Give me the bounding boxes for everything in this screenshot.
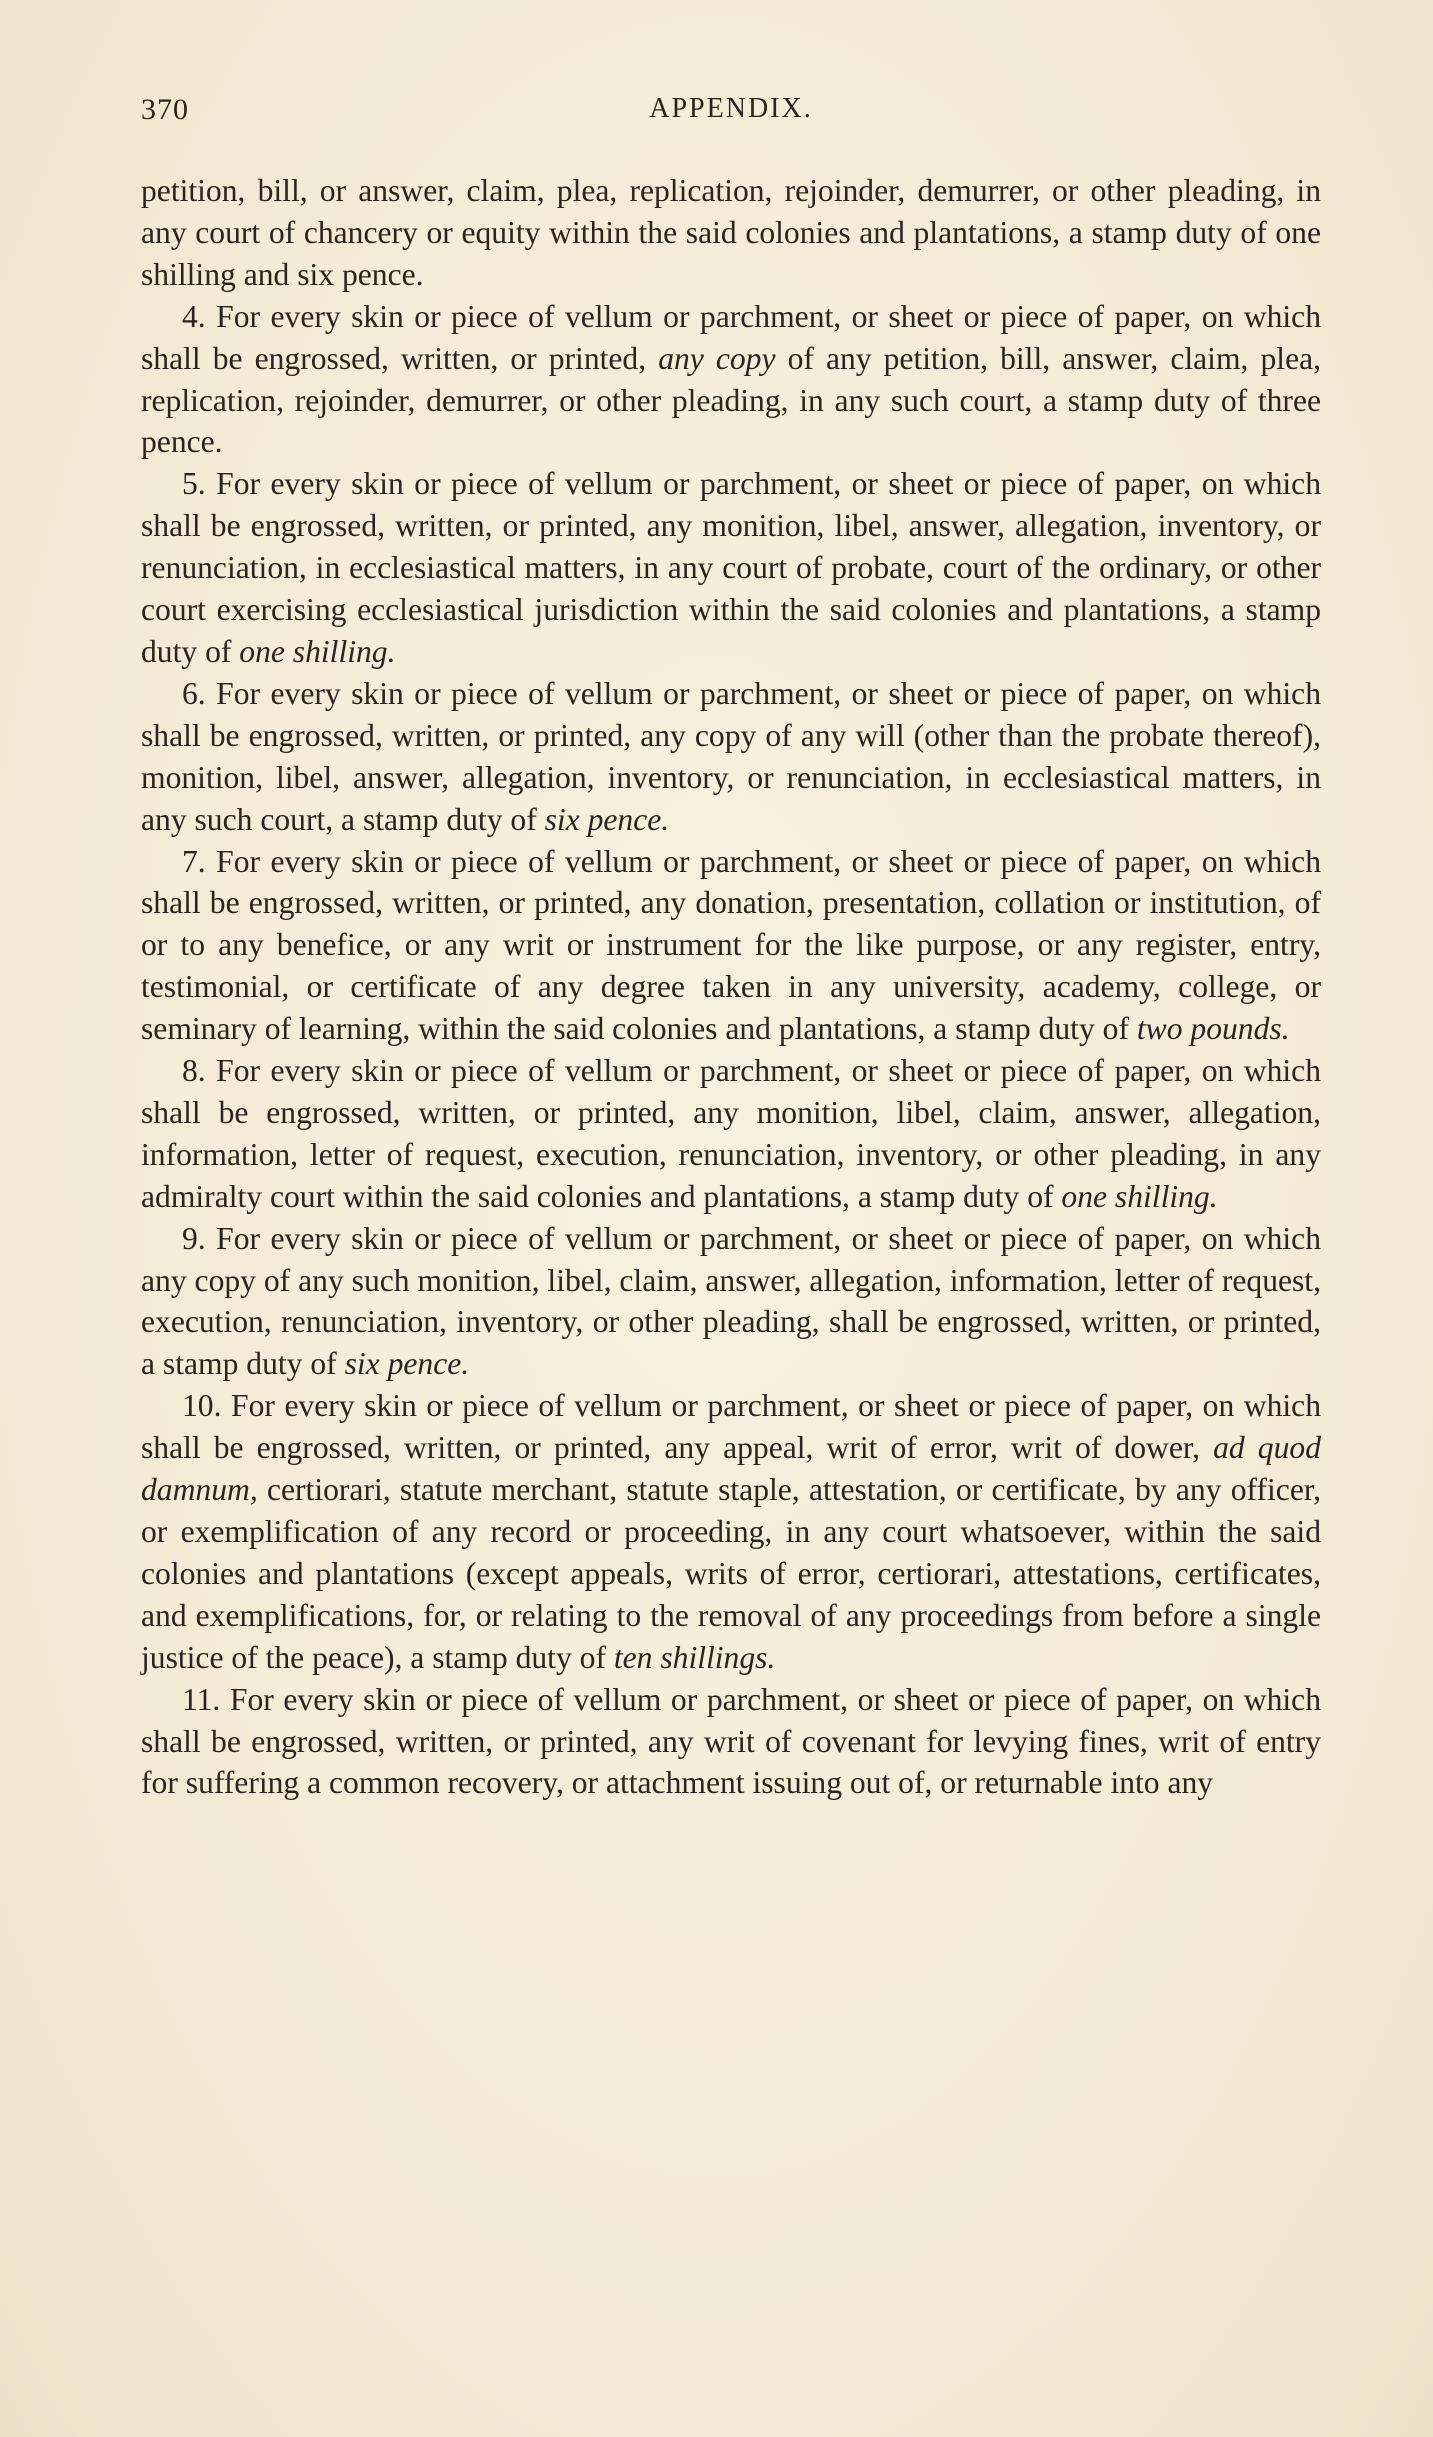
paragraph-text: 7. For every skin or piece of vellum or parchment, or sheet or piece of paper, on which shall be engrossed, written, or printed, any donation, presentation, collation or institution, of or to any benefice, or any writ or instrument for the like purpose, or any register, entry, testimonial, or certificate of any degree taken in any university, academy, college, or seminary of learning, within the said colonies and plantations, a stamp duty of — [141, 843, 1321, 1047]
paragraph-text: 9. For every skin or piece of vellum or parchment, or sheet or piece of paper, on which any copy of any such monition, libel, claim, answer, allegation, information, letter of request, execution, renunciation, inventory, or other pleading, shall be engrossed, written, or printed, a stamp duty of — [141, 1220, 1321, 1382]
paragraph-item-9 — [141, 1218, 1321, 1386]
running-head: APPENDIX. — [649, 93, 813, 124]
paragraph-text: 5. For every skin or piece of vellum or parchment, or sheet or piece of paper, on which shall be engrossed, written, or printed, any monition, libel, answer, allegation, inventory, or renunciation, in ecclesiastical matters, in any court of probate, court of the ordinary, or other court exercising ecclesiastical jurisdiction within the said colonies and plantations, a stamp duty of — [141, 466, 1321, 669]
page-header — [141, 93, 1321, 137]
italic-phrase: any copy — [658, 340, 776, 376]
page-number: 370 — [141, 93, 189, 126]
paragraph-continuation — [141, 170, 1321, 296]
paragraph-text: petition, bill, or answer, claim, plea, replication, rejoinder, demurrer, or other pleading, in any court of chancery or equity within the said colonies and plantations, a stamp duty of one shilling and six pence. — [141, 173, 1321, 292]
italic-phrase: one shilling. — [239, 633, 396, 669]
italic-phrase: two pounds. — [1136, 1011, 1290, 1047]
paragraph-text: 6. For every skin or piece of vellum or parchment, or sheet or piece of paper, on which shall be engrossed, written, or printed, any copy of any will (other than the probate thereof), monition, libel, answer, allegation, inventory, or renunciation, in ecclesiastical matters, in any such court, a stamp duty of — [141, 675, 1321, 837]
italic-phrase: one shilling. — [1061, 1178, 1218, 1214]
paragraph-item-5 — [141, 463, 1321, 673]
body-text — [141, 170, 1321, 1804]
paragraph-text: 4. For every skin or piece of vellum or parchment, or sheet or piece of paper, on which shall be engrossed, written, or printed, — [141, 298, 1321, 376]
paragraph-item-10 — [141, 1385, 1321, 1678]
italic-phrase: ten shillings. — [613, 1639, 776, 1675]
italic-phrase: six pence. — [344, 1346, 470, 1382]
paragraph-item-7 — [141, 841, 1321, 1051]
paragraph-text: certiorari, statute merchant, statute staple, attestation, or certificate, by any officer, or exemplification of any record or proceeding, in any court whatsoever, within the said colonies and plantations (except appeals, writs of error, certiorari, attestations, certificates, and exemplifications, for, or relating to the removal of any proceedings from before a single justice of the peace), a stamp duty of — [141, 1472, 1321, 1675]
paragraph-text: 8. For every skin or piece of vellum or parchment, or sheet or piece of paper, on which shall be engrossed, written, or printed, any monition, libel, claim, answer, allegation, information, letter of request, execution, renunciation, inventory, or other pleading, in any admiralty court within the said colonies and plantations, a stamp duty of — [141, 1053, 1321, 1214]
paragraph-item-6 — [141, 673, 1321, 841]
paragraph-text: 10. For every skin or piece of vellum or parchment, or sheet or piece of paper, on which shall be engrossed, written, or printed, any appeal, writ of error, writ of dower, — [141, 1388, 1321, 1466]
paragraph-item-11 — [141, 1679, 1321, 1805]
italic-phrase: ad quod damnum, — [141, 1430, 1321, 1508]
paragraph-text: 11. For every skin or piece of vellum or parchment, or sheet or piece of paper, on which shall be engrossed, written, or printed, any writ of covenant for levying fines, writ of entry for suffering a common recovery, or attachment issuing out of, or returnable into any — [141, 1681, 1321, 1801]
paragraph-item-4 — [141, 296, 1321, 464]
paragraph-text: of any petition, bill, answer, claim, plea, replication, rejoinder, demurrer, or other pleading, in any such court, a stamp duty of three pence. — [141, 340, 1322, 460]
italic-phrase: six pence. — [544, 801, 670, 837]
paragraph-item-8 — [141, 1050, 1321, 1218]
